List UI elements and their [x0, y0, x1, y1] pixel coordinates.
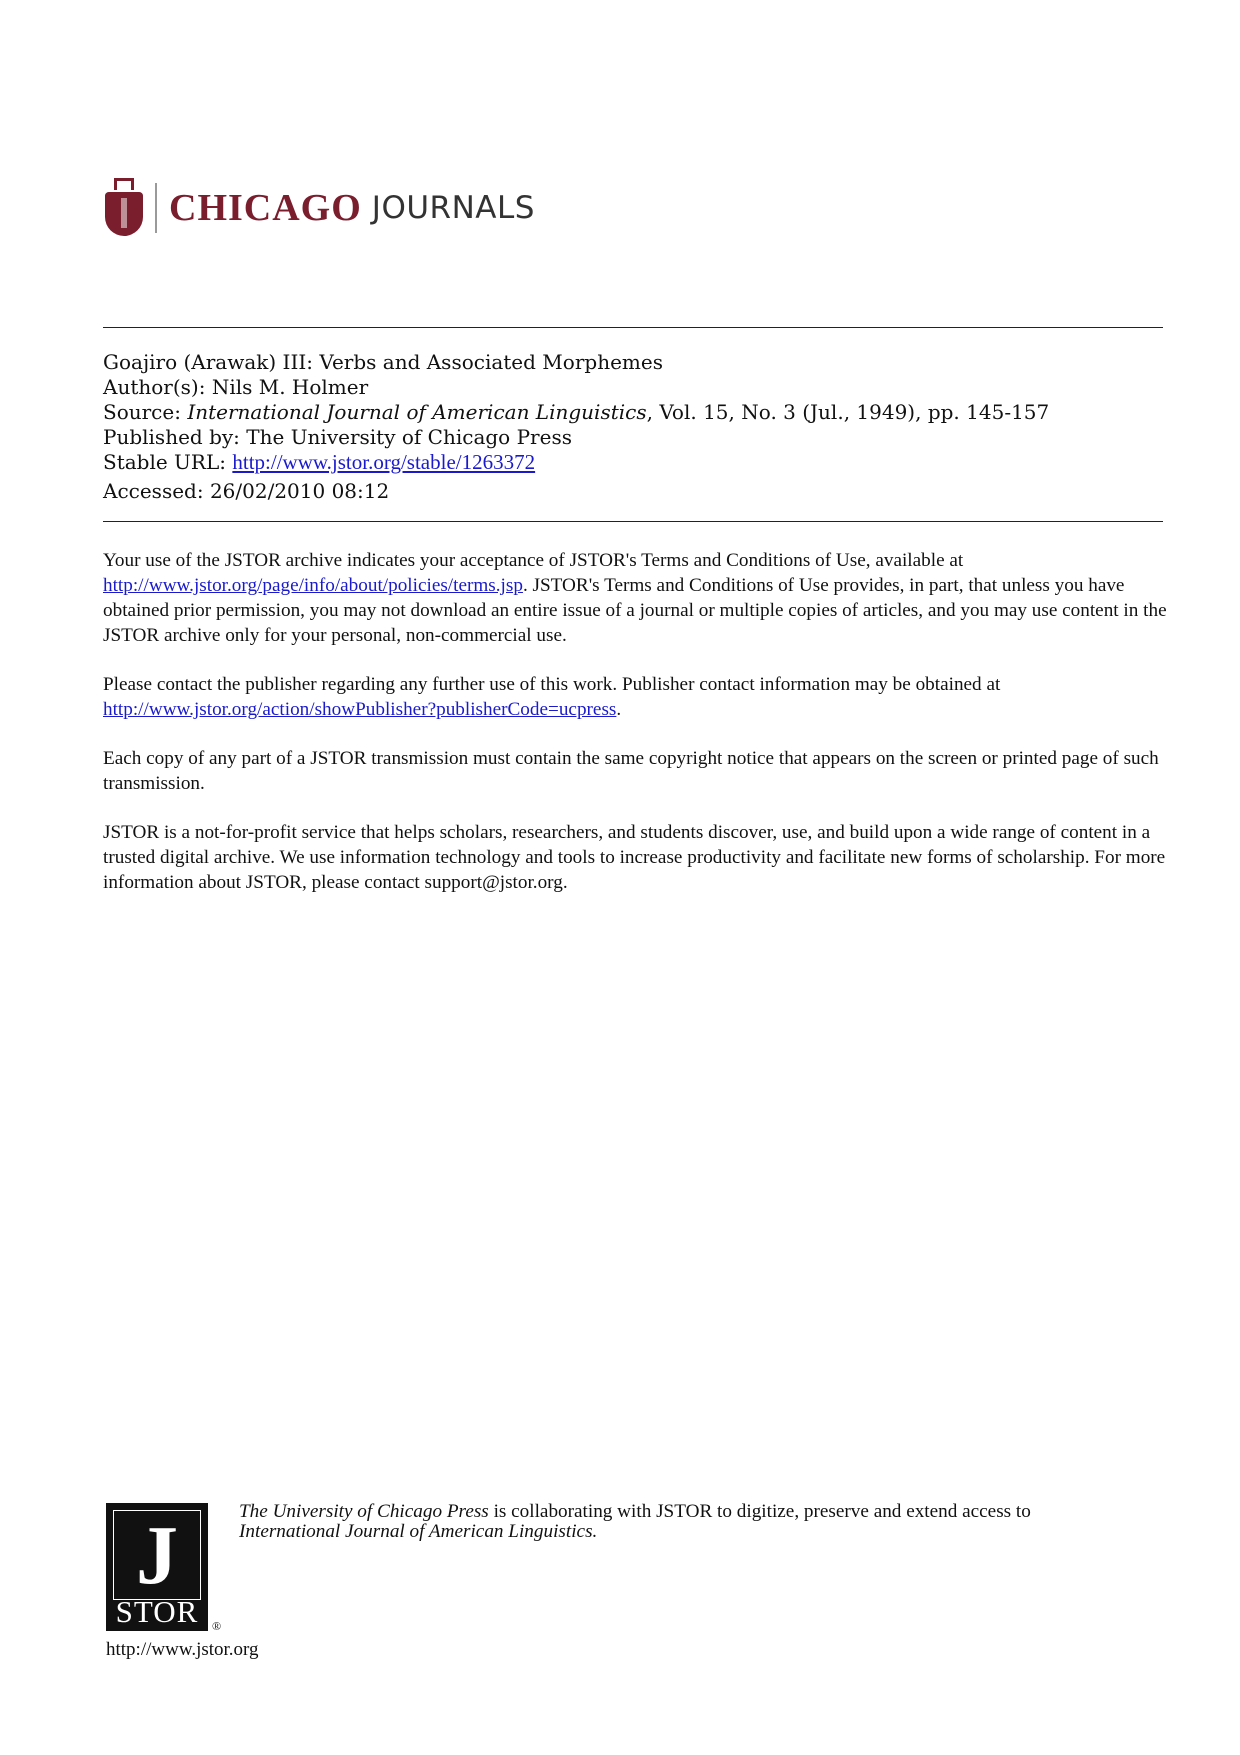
terms-paragraph: Your use of the JSTOR archive indicates your acceptance of JSTOR's Terms and Conditions of Use, available at http://www.jstor.org/page/info/about/policies/terms.jsp. JSTOR's Terms and Conditions of Use provides, in part, that unless you have obtained prior permission, you may not download an entire issue of a journal or multiple copies of articles, and you may use content in the JSTOR archive only for your personal, non-commercial use. — [103, 550, 1167, 646]
publisher-link[interactable]: http://www.jstor.org/action/showPublisher?publisherCode=ucpress — [103, 699, 617, 720]
top-rule — [103, 327, 1163, 328]
citation-block — [103, 350, 1049, 504]
publisher-name: The University of Chicago Press — [246, 425, 572, 449]
chicago-journals-logo — [103, 168, 563, 248]
terms-text — [103, 548, 1168, 919]
author-line: Author(s): Nils M. Holmer — [103, 375, 369, 399]
article-title: Goajiro (Arawak) III: Verbs and Associated Morphemes — [103, 350, 663, 374]
terms-link[interactable]: http://www.jstor.org/page/info/about/policies/terms.jsp — [103, 575, 523, 596]
jstor-logo-icon: J STOR — [106, 1503, 208, 1631]
copyright-paragraph: Each copy of any part of a JSTOR transmission must contain the same copyright notice that appears on the screen or printed page of such transmission. — [103, 748, 1159, 794]
stable-url-line: Stable URL: http://www.jstor.org/stable/1263372 — [103, 450, 536, 474]
author-name: Nils M. Holmer — [211, 375, 369, 399]
jstor-url: http://www.jstor.org — [106, 1639, 259, 1660]
source-details: , Vol. 15, No. 3 (Jul., 1949), pp. 145-157 — [646, 400, 1050, 424]
registered-mark: ® — [212, 1619, 222, 1633]
jstor-footer — [106, 1503, 259, 1661]
publisher-contact-paragraph: Please contact the publisher regarding any further use of this work. Publisher contact information may be obtained at http://www.jstor.org/action/showPublisher?publisherCode=ucpress. — [103, 674, 1001, 720]
logo-suffix: JOURNALS — [371, 190, 535, 226]
journal-name: International Journal of American Linguistics — [187, 400, 647, 424]
bottom-rule — [103, 521, 1163, 522]
publisher-line: Published by: The University of Chicago Press — [103, 425, 572, 449]
accessed-line: Accessed: 26/02/2010 08:12 — [103, 479, 390, 503]
accessed-date: 26/02/2010 08:12 — [209, 479, 390, 503]
university-crest-icon — [103, 176, 145, 240]
logo-divider — [155, 183, 157, 233]
logo-brand: CHICAGO — [169, 187, 362, 229]
collaboration-note: The University of Chicago Press is collaborating with JSTOR to digitize, preserve and extend access to International Journal of American Linguistics. — [239, 1501, 1031, 1542]
stable-url-link[interactable]: http://www.jstor.org/stable/1263372 — [232, 450, 536, 474]
source-line: Source: International Journal of American Linguistics, Vol. 15, No. 3 (Jul., 1949), pp. 145-157 — [103, 400, 1050, 424]
jstor-about-paragraph: JSTOR is a not-for-profit service that helps scholars, researchers, and students discover, use, and build upon a wide range of content in a trusted digital archive. We use information technology and tools to increase productivity and facilitate new forms of scholarship. For more information about JSTOR, please contact support@jstor.org. — [103, 822, 1166, 893]
